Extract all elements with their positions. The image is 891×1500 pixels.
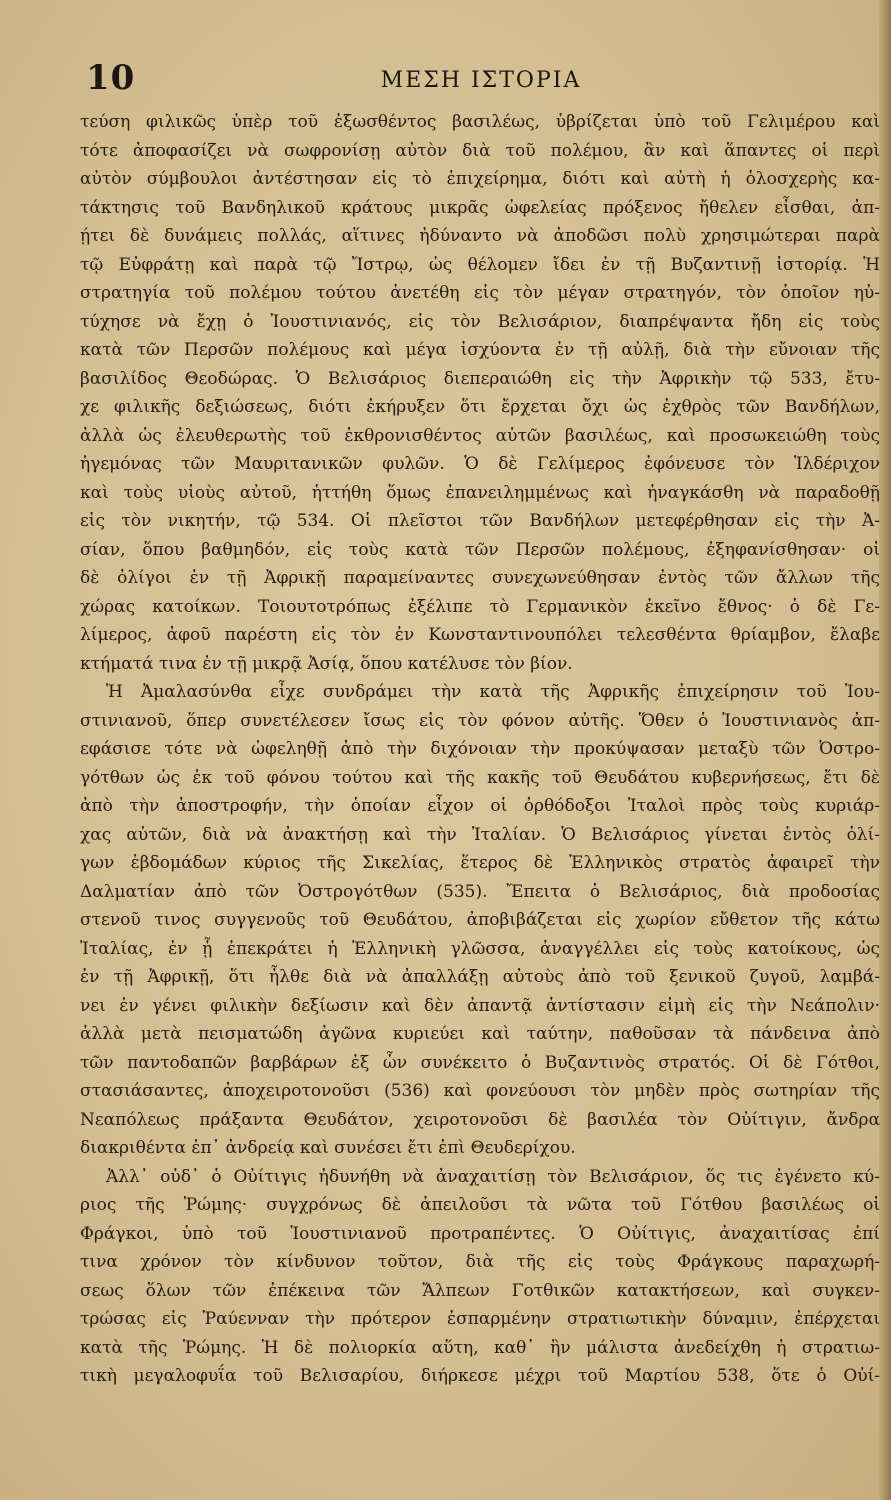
text-line: Δαλματίαν ἀπὸ τῶν Ὀστρογότθων (535). Ἔπειτα ὁ Βελισάριος, διὰ προδοσίας [80,881,880,902]
text-line: τεύση φιλικῶς ὑπὲρ τοῦ ἐξωσθέντος βασιλέως, ὑβρίζεται ὑπὸ τοῦ Γελιμέρου καὶ [80,112,880,132]
text-line: κτήματά τινα ἐν τῇ μικρᾷ Ἀσίᾳ, ὅπου κατέλυσε τὸν βίον. [80,653,573,674]
text-line: τότε ἀποφασίζει νὰ σωφρονίσῃ αὐτὸν διὰ τοῦ πολέμου, ἂν καὶ ἅπαντες οἱ περὶ [80,140,880,161]
text-line: αὐτὸν σύμβουλοι ἀντέστησαν εἰς τὸ ἐπιχείρημα, διότι καὶ αὐτὴ ἡ ὁλοσχερὴς κα- [80,169,880,189]
text-line: στρατηγία τοῦ πολέμου τούτου ἀνετέθη εἰς τὸν μέγαν στρατηγόν, τὸν ὁποῖον ηὐ- [80,283,880,303]
text-line: ἐν τῇ Ἀφρικῇ, ὅτι ἦλθε διὰ νὰ ἀπαλλάξῃ αὐτοὺς ἀπὸ τοῦ ξενικοῦ ζυγοῦ, λαμβά- [80,967,880,987]
text-line: εφάσισε τότε νὰ ὠφεληθῇ ἀπὸ τὴν διχόνοιαν τὴν προκύψασαν μεταξὺ τῶν Ὀστρο- [80,739,880,759]
text-line: ἀλλὰ μετὰ πεισματώδη ἀγῶνα κυριεύει καὶ ταύτην, παθοῦσαν τὰ πάνδεινα ἀπὸ [80,1024,880,1044]
text-line: χας αὐτῶν, διὰ νὰ ἀνακτήσῃ καὶ τὴν Ἰταλίαν. Ὁ Βελισάριος γίνεται ἐντὸς ὀλί- [80,824,880,845]
text-line: σεως ὅλων τῶν ἐπέκεινα τῶν Ἄλπεων Γοτθικῶν κατακτήσεων, καὶ συγκεν- [80,1280,880,1301]
text-line: στινιανοῦ, ὅπερ συνετέλεσεν ἴσως εἰς τὸν φόνον αὐτῆς. Ὅθεν ὁ Ἰουστινιανὸς ἀπ- [80,710,880,731]
page-number: 10 [86,58,136,98]
text-line: σίαν, ὅπου βαθμηδόν, εἰς τοὺς κατὰ τῶν Περσῶν πολέμους, ἐξηφανίσθησαν· οἱ [80,539,880,560]
text-line: τῷ Εὐφράτῃ καὶ παρὰ τῷ Ἴστρῳ, ὡς θέλομεν ἴδει ἐν τῇ Βυζαντινῇ ἱστορίᾳ. Ἡ [80,254,880,275]
text-line: τινα χρόνον τὸν κίνδυνον τοῦτον, διὰ τῆς εἰς τοὺς Φράγκους παραχωρή- [80,1252,880,1272]
text-line: κατὰ τῶν Περσῶν πολέμους καὶ μέγα ἰσχύοντα ἐν τῇ αὐλῇ, διὰ τὴν εὔνοιαν τῆς [80,340,880,360]
text-line: Ἀλλ᾿ οὐδ᾿ ὁ Οὐίτιγις ἠδυνήθη νὰ ἀναχαιτίσῃ τὸν Βελισάριον, ὅς τις ἐγένετο κύ- [106,1166,880,1187]
text-line: δὲ ὀλίγοι ἐν τῇ Ἀφρικῇ παραμείναντες συνεχωνεύθησαν ἐντὸς τῶν ἄλλων τῆς [80,568,880,588]
text-line: καὶ τοὺς υἱοὺς αὐτοῦ, ἡττήθη ὅμως ἐπανειλημμένως καὶ ἠναγκάσθη νὰ παραδοθῇ [80,482,880,503]
text-line: ριος τῆς Ῥώμης· συγχρόνως δὲ ἀπειλοῦσι τὰ νῶτα τοῦ Γότθου βασιλέως οἱ [80,1195,880,1215]
text-line: τρώσας εἰς Ῥαύενναν τὴν πρότερον ἐσπαρμένην στρατιωτικὴν δύναμιν, ἐπέρχεται [80,1309,880,1329]
text-line: διακριθέντα ἐπ᾿ ἀνδρείᾳ καὶ συνέσει ἔτι ἐπὶ Θευδερίχου. [80,1138,576,1158]
text-line: χε φιλικῆς δεξιώσεως, διότι ἐκήρυξεν ὅτι ἔρχεται ὄχι ὡς ἐχθρὸς τῶν Βανδήλων, [80,397,880,417]
text-line: Νεαπόλεως πράξαντα Θευδάτον, χειροτονοῦσι δὲ βασιλέα τὸν Οὐίτιγιν, ἄνδρα [80,1109,880,1130]
body-text [80,108,880,1391]
text-line: τῶν παντοδαπῶν βαρβάρων ἐξ ὧν συνέκειτο ὁ Βυζαντινὸς στρατός. Οἱ δὲ Γότθοι, [80,1052,880,1073]
text-line: στενοῦ τινος συγγενοῦς τοῦ Θευδάτου, ἀποβιβάζεται εἰς χωρίον εὔθετον τῆς κάτω [80,910,880,930]
text-line: ῄτει δὲ δυνάμεις πολλάς, αἵτινες ἠδύναντο νὰ ἀποδῶσι πολὺ χρησιμώτεραι παρὰ [80,226,880,246]
text-line: λίμερος, ἀφοῦ παρέστη εἰς τὸν ἐν Κωνσταντινουπόλει τελεσθέντα θρίαμβον, ἔλαβε [80,625,880,645]
text-line: εἰς τὸν νικητήν, τῷ 534. Οἱ πλεῖστοι τῶν Βανδήλων μετεφέρθησαν εἰς τὴν Ἀ- [80,511,880,531]
text-line: χώρας κατοίκων. Τοιουτοτρόπως ἐξέλιπε τὸ Γερμανικὸν ἐκεῖνο ἔθνος· ὁ δὲ Γε- [80,596,880,617]
text-line: ἀπὸ τὴν ἀποστροφήν, τὴν ὁποίαν εἶχον οἱ ὀρθόδοξοι Ἰταλοὶ πρὸς τοὺς κυριάρ- [80,796,880,816]
text-line: Ἰταλίας, ἐν ᾗ ἐπεκράτει ἡ Ἑλληνικὴ γλῶσσα, ἀναγγέλλει εἰς τοὺς κατοίκους, ὡς [80,938,880,959]
text-line: ἡγεμόνας τῶν Μαυριτανικῶν φυλῶν. Ὁ δὲ Γελίμερος ἐφόνευσε τὸν Ἱλδέριχον [80,454,880,474]
text-line: βασιλίδος Θεοδώρας. Ὁ Βελισάριος διεπεραιώθη εἰς τὴν Ἀφρικὴν τῷ 533, ἔτυ- [80,368,880,389]
text-line: στασιάσαντες, ἀποχειροτονοῦσι (536) καὶ φονεύουσι τὸν μηδὲν πρὸς σωτηρίαν τῆς [80,1081,880,1101]
page-edge [879,0,891,1500]
text-line: γων ἑβδομάδων κύριος τῆς Σικελίας, ἕτερος δὲ Ἑλληνικὸς στρατὸς ἀφαιρεῖ τὴν [80,853,880,873]
text-line: Ἡ Ἀμαλασύνθα εἶχε συνδράμει τὴν κατὰ τῆς Ἀφρικῆς ἐπιχείρησιν τοῦ Ἰου- [106,682,880,702]
text-line: νει ἐν γένει φιλικὴν δεξίωσιν καὶ δὲν ἀπαντᾷ ἀντίστασιν εἰμὴ εἰς τὴν Νεάπολιν· [80,995,880,1016]
text-line: κατὰ τῆς Ῥώμης. Ἡ δὲ πολιορκία αὕτη, καθ᾿ ἣν μάλιστα ἀνεδείχθη ἡ στρατιω- [80,1337,880,1358]
text-line: τάκτησις τοῦ Βανδηλικοῦ κράτους μικρᾶς ὠφελείας πρόξενος ἤθελεν εἶσθαι, ἀπ- [80,197,880,218]
text-line: γότθων ὡς ἐκ τοῦ φόνου τούτου καὶ τῆς κακῆς τοῦ Θευδάτου κυβερνήσεως, ἔτι δὲ [80,767,880,788]
text-line: τικὴ μεγαλοφυΐα τοῦ Βελισαρίου, διήρκεσε μέχρι τοῦ Μαρτίου 538, ὅτε ὁ Οὐί- [80,1366,880,1386]
page-header [86,58,876,102]
running-title: ΜΕΣΗ ΙΣΤΟΡΙΑ [380,68,582,93]
text-line: ἀλλὰ ὡς ἐλευθερωτὴς τοῦ ἐκθρονισθέντος αὐτῶν βασιλέως, καὶ προσωκειώθη τοὺς [80,425,880,446]
text-line: τύχησε νὰ ἔχῃ ὁ Ἰουστινιανός, εἰς τὸν Βελισάριον, διαπρέψαντα ἤδη εἰς τοὺς [80,311,880,332]
text-line: Φράγκοι, ὑπὸ τοῦ Ἰουστινιανοῦ προτραπέντες. Ὁ Οὐίτιγις, ἀναχαιτίσας ἐπί [80,1223,880,1244]
